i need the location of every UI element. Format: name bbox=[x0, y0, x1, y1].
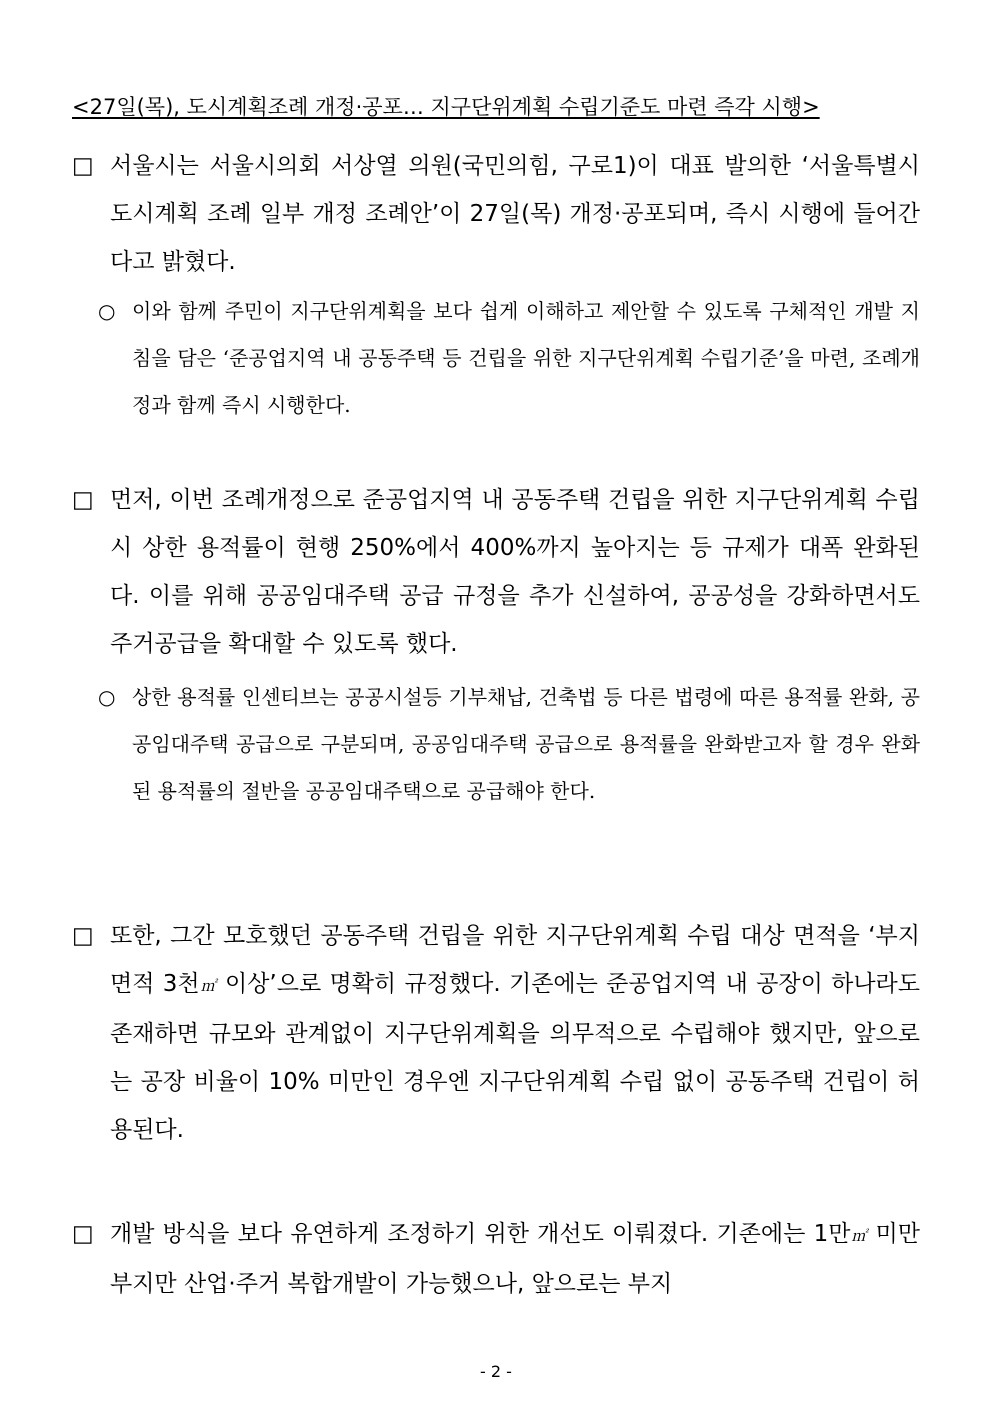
paragraph-text-part: 이상’으로 명확히 규정했다. 기존에는 준공업지역 내 공장이 하나라도 존재하면 규모와 관계없이 지구단위계획을 의무적으로 수립해야 했지만, 앞으로는 공장 비율이 10% 미만인 경우엔 지구단위계획 수립 없이 공동주택 건립이 허용된다. bbox=[110, 971, 920, 1143]
page-number: - 2 - bbox=[480, 1362, 512, 1381]
square-bullet-icon: □ bbox=[72, 487, 94, 513]
main-paragraph-3 bbox=[72, 912, 920, 1154]
paragraph-text-part: 미만 부지만 산업·주거 복합개발이 가능했으나, 앞으로는 부지 bbox=[110, 1221, 920, 1297]
main-paragraph-4 bbox=[72, 1210, 920, 1308]
paragraph-text-part: 또한, 그간 모호했던 공동주택 건립을 위한 지구단위계획 수립 대상 면적을 ‘부지 면적 3천 bbox=[110, 923, 920, 997]
main-paragraph-2 bbox=[72, 476, 920, 668]
paragraph-text bbox=[110, 912, 920, 1154]
square-meter-unit: ㎡ bbox=[850, 1227, 868, 1245]
square-bullet-icon: □ bbox=[72, 923, 94, 949]
circle-bullet-icon: ○ bbox=[98, 299, 116, 323]
paragraph-text: 상한 용적률 인센티브는 공공시설등 기부채납, 건축법 등 다른 법령에 따른 용적률 완화, 공공임대주택 공급으로 구분되며, 공공임대주택 공급으로 용적률을 완화받고자 할 경우 완화된 용적률의 절반을 공공임대주택으로 공급해야 한다. bbox=[132, 685, 920, 803]
paragraph-text-part: 개발 방식을 보다 유연하게 조정하기 위한 개선도 이뤄졌다. 기존에는 1만 bbox=[110, 1221, 851, 1247]
square-meter-unit: ㎡ bbox=[199, 977, 217, 995]
section-heading: <27일(목), 도시계획조례 개정·공포… 지구단위계획 수립기준도 마련 즉각 시행> bbox=[72, 95, 820, 119]
sub-paragraph-2 bbox=[98, 674, 920, 815]
sub-paragraph-1 bbox=[98, 288, 920, 429]
main-paragraph-1 bbox=[72, 142, 920, 286]
square-bullet-icon: □ bbox=[72, 153, 94, 179]
paragraph-text: 이와 함께 주민이 지구단위계획을 보다 쉽게 이해하고 제안할 수 있도록 구체적인 개발 지침을 담은 ‘준공업지역 내 공동주택 등 건립을 위한 지구단위계획 수립기준’을 마련, 조례개정과 함께 즉시 시행한다. bbox=[132, 299, 920, 417]
paragraph-text bbox=[110, 1210, 920, 1308]
paragraph-text: 먼저, 이번 조례개정으로 준공업지역 내 공동주택 건립을 위한 지구단위계획 수립 시 상한 용적률이 현행 250%에서 400%까지 높아지는 등 규제가 대폭 완화된다. 이를 위해 공공임대주택 공급 규정을 추가 신설하여, 공공성을 강화하면서도 주거공급을 확대할 수 있도록 했다. bbox=[110, 487, 920, 657]
square-bullet-icon: □ bbox=[72, 1221, 94, 1247]
paragraph-text: 서울시는 서울시의회 서상열 의원(국민의힘, 구로1)이 대표 발의한 ‘서울특별시 도시계획 조례 일부 개정 조례안’이 27일(목) 개정·공포되며, 즉시 시행에 들어간다고 밝혔다. bbox=[110, 153, 920, 275]
circle-bullet-icon: ○ bbox=[98, 685, 116, 709]
